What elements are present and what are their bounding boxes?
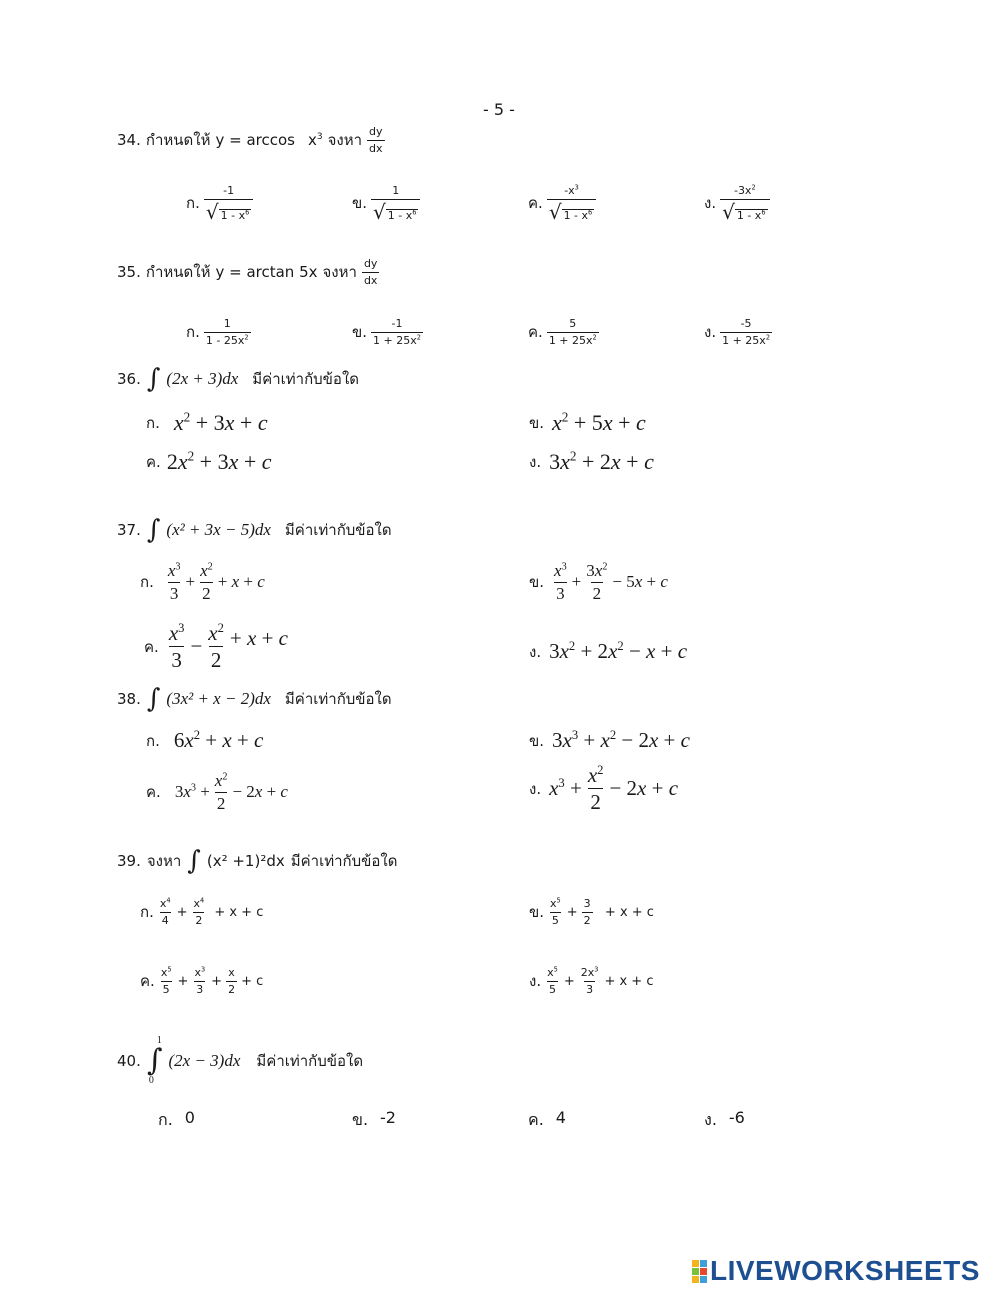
logo-tiles-icon	[692, 1260, 707, 1283]
lower-limit: 0	[148, 1075, 154, 1086]
question-number: 39.	[117, 852, 141, 870]
integral-sign: ∫	[187, 846, 201, 876]
question-number: 34.	[117, 131, 141, 150]
q35-choice-d[interactable]: ง. $\frac{-5}{1 + 25x^2}$	[704, 317, 771, 347]
q37-choice-d[interactable]: ง. $3x^2 + 2x^2 - x + c$	[529, 639, 688, 663]
integral-sign: ∫	[146, 684, 161, 714]
question-number: 40.	[117, 1052, 141, 1070]
q38-choice-d[interactable]: ง. $x^3$ + $\frac{x^2}{2}$ − 2x + c	[529, 763, 679, 815]
q39-choice-c[interactable]: ค. $\frac{x^5}{5}$ + $\frac{x^3}{3}$ + $\frac{x}{2}$ + c	[140, 965, 264, 996]
q40-choice-d[interactable]: ง. -6	[704, 1108, 745, 1129]
question-number: 35.	[117, 263, 141, 282]
q39-choice-a[interactable]: ก. $\frac{x^4}{4}$ + $\frac{x^4}{2}$ + x + c	[140, 896, 264, 927]
equals-which-text: มีค่าเท่ากับข้อใด	[284, 690, 392, 708]
question-34	[117, 126, 385, 154]
equals-which-text: มีค่าเท่ากับข้อใด	[252, 370, 360, 388]
q40-choice-b[interactable]: ข. -2	[352, 1108, 396, 1129]
question-36	[117, 366, 359, 392]
question-39	[117, 848, 397, 874]
q36-choice-a[interactable]: ก. $x^2 + 3x + c$	[146, 409, 268, 435]
given-text: กำหนดให้	[145, 263, 211, 282]
integrand: (2x + 3)dx	[166, 369, 239, 388]
question-37	[117, 517, 392, 543]
q38-choice-c[interactable]: ค. $3x^3$ + $\frac{x^2}{2}$ − 2x + c	[146, 771, 288, 813]
q36-choice-d[interactable]: ง. $3x^2 + 2x + c$	[529, 448, 654, 474]
derivative-fraction: $\frac{dy}{dx}$	[369, 125, 383, 155]
q40-choice-c[interactable]: ค. 4	[528, 1108, 566, 1129]
q36-choice-b[interactable]: ข. $x^2 + 5x + c$	[529, 409, 646, 435]
q35-choice-b[interactable]: ข. $\frac{-1}{1 + 25x^2}$	[352, 317, 421, 347]
equals-which-text: มีค่าเท่ากับข้อใด	[290, 852, 398, 870]
find-text: จงหา	[322, 263, 357, 282]
q35-choice-a[interactable]: ก. $\frac{1}{1 - 25x^2}$	[186, 317, 249, 347]
equals-which-text: มีค่าเท่ากับข้อใด	[256, 1052, 364, 1070]
question-38	[117, 686, 392, 712]
q34-choice-b[interactable]: ข. 1 √ $1 - x^6$	[352, 185, 420, 222]
integrand: (x² + 3x − 5)dx	[166, 520, 271, 539]
question-number: 36.	[117, 370, 141, 388]
q39-choice-b[interactable]: ข. $\frac{x^5}{5}$ + $\frac{3}{2}$ + x + c	[529, 896, 654, 927]
q34-choice-c[interactable]: ค. $-x^3$ √ $1 - x^6$	[528, 185, 596, 222]
definite-integral	[147, 1036, 163, 1086]
page-number: - 5 -	[483, 100, 515, 119]
liveworksheets-logo[interactable]	[692, 1255, 980, 1287]
q37-choice-c[interactable]: ค. $\frac{x^3}{3}$ − $\frac{x^2}{2}$ + x + c	[144, 621, 288, 673]
integrand: (3x² + x − 2)dx	[166, 689, 271, 708]
x-power: $x^3$	[307, 131, 323, 150]
find-text: จงหา	[327, 131, 363, 150]
function-text: y = arccos	[215, 131, 295, 150]
function-text: y = arctan 5x	[215, 263, 318, 282]
integrand: (2x − 3)dx	[168, 1051, 241, 1070]
question-40	[117, 1036, 363, 1086]
q35-choice-c[interactable]: ค. $\frac{5}{1 + 25x^2}$	[528, 317, 597, 347]
q40-choice-a[interactable]: ก. 0	[158, 1108, 195, 1129]
q34-choice-a[interactable]: ก. -1 √ $1 - x^6$	[186, 185, 253, 222]
q34-choice-d[interactable]: ง. $-3x^2$ √ $1 - x^6$	[704, 185, 770, 222]
q36-choice-c[interactable]: ค. $2x^2 + 3x + c$	[146, 448, 272, 474]
integral-sign: ∫	[146, 1043, 163, 1078]
integral-sign: ∫	[146, 515, 161, 545]
derivative-fraction: $\frac{dy}{dx}$	[363, 257, 378, 287]
q38-choice-b[interactable]: ข. $3x^3 + x^2 - 2x + c$	[529, 728, 690, 752]
question-number: 38.	[117, 690, 141, 708]
question-35	[117, 258, 379, 286]
given-text: กำหนดให้	[145, 131, 211, 150]
question-number: 37.	[117, 521, 141, 539]
equals-which-text: มีค่าเท่ากับข้อใด	[284, 521, 392, 539]
integral-sign: ∫	[146, 364, 161, 394]
q39-choice-d[interactable]: ง. $\frac{x^5}{5}$ + $\frac{2x^3}{3}$ + x + c	[529, 965, 654, 996]
brand-name: LIVEWORKSHEETS	[710, 1255, 980, 1286]
q37-choice-a[interactable]: ก. $\frac{x^3}{3}$ + $\frac{x^2}{2}$ + x + c	[140, 561, 265, 603]
q37-choice-b[interactable]: ข. $\frac{x^3}{3}$ + $\frac{3x^2}{2}$ − 5x + c	[529, 561, 668, 603]
q38-choice-a[interactable]: ก. $6x^2 + x + c$	[146, 728, 264, 752]
find-text: จงหา	[146, 852, 182, 870]
upper-limit: 1	[156, 1035, 162, 1046]
integrand: (x² +1)²dx	[206, 852, 285, 870]
